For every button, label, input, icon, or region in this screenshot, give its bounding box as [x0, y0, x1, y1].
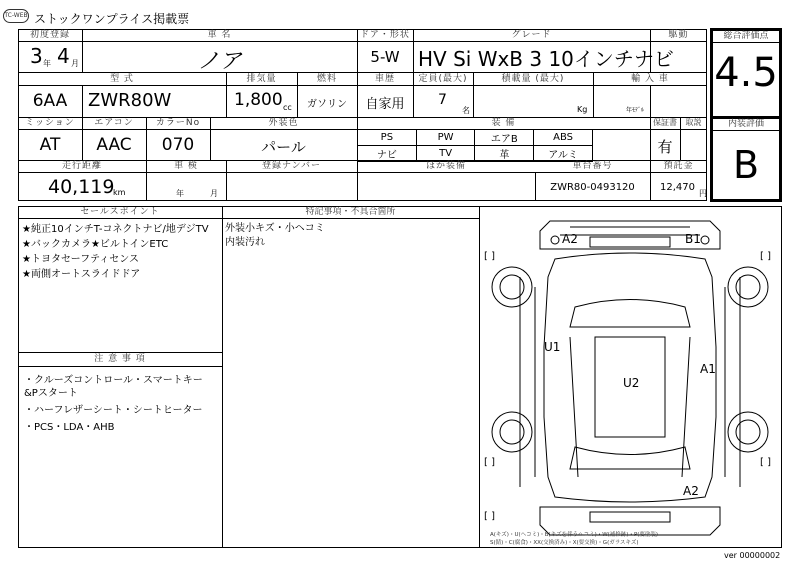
chassis-no: ZWR80-0493120: [550, 182, 635, 193]
hdr-ext-color: 外装色: [268, 118, 299, 128]
hdr-warranty: 保証書: [653, 118, 677, 127]
hdr-door: ドア・形状: [360, 30, 410, 40]
model-year-label: 年ﾓﾃﾞﾙ: [626, 107, 645, 114]
hdr-history: 車歴: [374, 74, 395, 84]
equip-leather: 革: [475, 146, 534, 162]
special-notes-list: [225, 222, 475, 250]
equip-airbag: エアB: [475, 130, 534, 146]
bracket: [ ]: [484, 457, 495, 468]
hdr-special-notes: 特記事項・不具合箇所: [305, 207, 396, 217]
mark-a1: A1: [700, 362, 716, 376]
list-item: ・クルーズコントロール・スマートキー&Pスタート: [24, 375, 203, 399]
first-reg-year: 3: [30, 44, 43, 68]
list-item: ★トヨタセーフティセンス: [22, 254, 139, 265]
bracket: [ ]: [760, 251, 771, 262]
grade: HV Si WxB 3 10インチナビ: [418, 47, 674, 71]
list-item: 外装小キズ・小ヘコミ: [225, 223, 325, 234]
page-title: ストックワンプライス掲載票: [34, 12, 190, 26]
hdr-overall-score: 総合評価点: [723, 31, 769, 41]
hdr-load: 積載量 (最大): [501, 74, 565, 84]
hdr-cautions: 注 意 事 項: [94, 354, 146, 364]
mark-a2-rear: A2: [683, 484, 699, 498]
price-unit: 円: [699, 189, 707, 198]
equip-pw: PW: [416, 130, 475, 146]
hdr-first-reg: 初度登録: [29, 30, 70, 40]
hdr-import: 輸 入 車: [631, 74, 669, 84]
equip-tv: TV: [416, 146, 475, 162]
history: 自家用: [365, 97, 405, 112]
hdr-capacity: 定員(最大): [418, 74, 468, 84]
type-code: ZWR80W: [88, 90, 172, 111]
mark-u1: U1: [544, 340, 561, 354]
sales-points-list: [22, 222, 220, 282]
hdr-plate: 登録ナンバー: [262, 161, 321, 171]
hdr-mission: ミッション: [25, 118, 75, 128]
interior-score: B: [732, 143, 760, 187]
displacement: 1,800: [234, 90, 283, 110]
first-reg-month: 4: [57, 44, 70, 68]
hdr-price: 預託金: [663, 161, 694, 171]
bracket: [ ]: [760, 457, 771, 468]
mileage-unit: km: [113, 188, 126, 197]
color-no: 070: [161, 135, 195, 155]
capacity-unit: 名: [462, 106, 470, 115]
hdr-other-equip: ほか装備: [425, 161, 466, 171]
list-item: ・ハーフレザーシート・シートヒーター: [24, 405, 203, 416]
warranty: 有: [657, 138, 673, 156]
equipment-table: [357, 129, 593, 162]
month-unit: 月: [71, 59, 79, 68]
inspection-year: 年: [176, 189, 184, 198]
mark-a2-front: A2: [562, 232, 578, 246]
bracket: [ ]: [484, 511, 495, 522]
mark-b1: B1: [685, 232, 701, 246]
list-item: ★両側オートスライドドア: [22, 269, 141, 280]
legend-line-2: S(錆)・C(腐食)・XX(交換済み)・X(要交換)・G(ガラスキズ): [490, 540, 639, 546]
car-damage-diagram: [480, 207, 781, 547]
mileage: 40,119: [48, 176, 115, 198]
hdr-inspection: 車 検: [174, 161, 198, 171]
bracket: [ ]: [484, 251, 495, 262]
equip-abs: ABS: [534, 130, 593, 146]
hdr-car-name: 車 名: [207, 30, 232, 40]
hdr-manual: 取説: [685, 118, 702, 127]
hdr-sales-points: セールスポイント: [80, 207, 160, 217]
deposit-price: 12,470: [660, 182, 695, 193]
equip-ps: PS: [358, 130, 417, 146]
mark-u2: U2: [623, 376, 640, 390]
list-item: ・PCS・LDA・AHB: [24, 422, 115, 433]
equip-alloy: アルミ: [534, 146, 593, 162]
aircon: AAC: [96, 135, 132, 155]
cautions-list: [24, 374, 216, 434]
type-prefix: 6AA: [32, 91, 68, 111]
hdr-drive: 駆動: [668, 30, 689, 40]
ext-color: パール: [261, 138, 306, 156]
logo: TC-WEB: [3, 9, 29, 23]
hdr-grade: グレード: [511, 30, 552, 40]
disp-unit: cc: [283, 103, 292, 112]
fuel: ガソリン: [307, 99, 347, 110]
load-unit: Kg: [577, 105, 588, 114]
capacity: 7: [438, 92, 447, 108]
equip-navi: ナビ: [358, 146, 417, 162]
version: ver 00000002: [724, 551, 781, 560]
mission: AT: [39, 135, 61, 155]
hdr-mileage: 走行距離: [61, 161, 102, 171]
hdr-interior-score: 内装評価: [727, 119, 764, 129]
overall-score: 4.5: [714, 50, 778, 96]
hdr-fuel: 燃料: [316, 74, 337, 84]
door-shape: 5-W: [370, 48, 400, 66]
hdr-type: 型 式: [110, 74, 134, 84]
hdr-chassis: 車台番号: [572, 161, 613, 171]
list-item: 内装汚れ: [225, 237, 265, 248]
inspection-month: 月: [210, 189, 218, 198]
hdr-color-no: カラーNo: [155, 118, 201, 128]
car-name: ノア: [197, 49, 242, 74]
hdr-displacement: 排気量: [246, 74, 277, 84]
hdr-aircon: エアコン: [94, 118, 134, 128]
legend-line-1: A(キズ)・U(ヘコミ)・B(キズを伴うヘコミ)・W(補修跡)・P(要塗装): [490, 532, 659, 538]
hdr-equip: 装 備: [491, 118, 516, 128]
year-unit: 年: [43, 59, 51, 68]
list-item: ★純正10インチT-コネクトナビ/地デジTV: [22, 224, 209, 235]
list-item: ★バックカメラ★ビルトインETC: [22, 239, 169, 250]
